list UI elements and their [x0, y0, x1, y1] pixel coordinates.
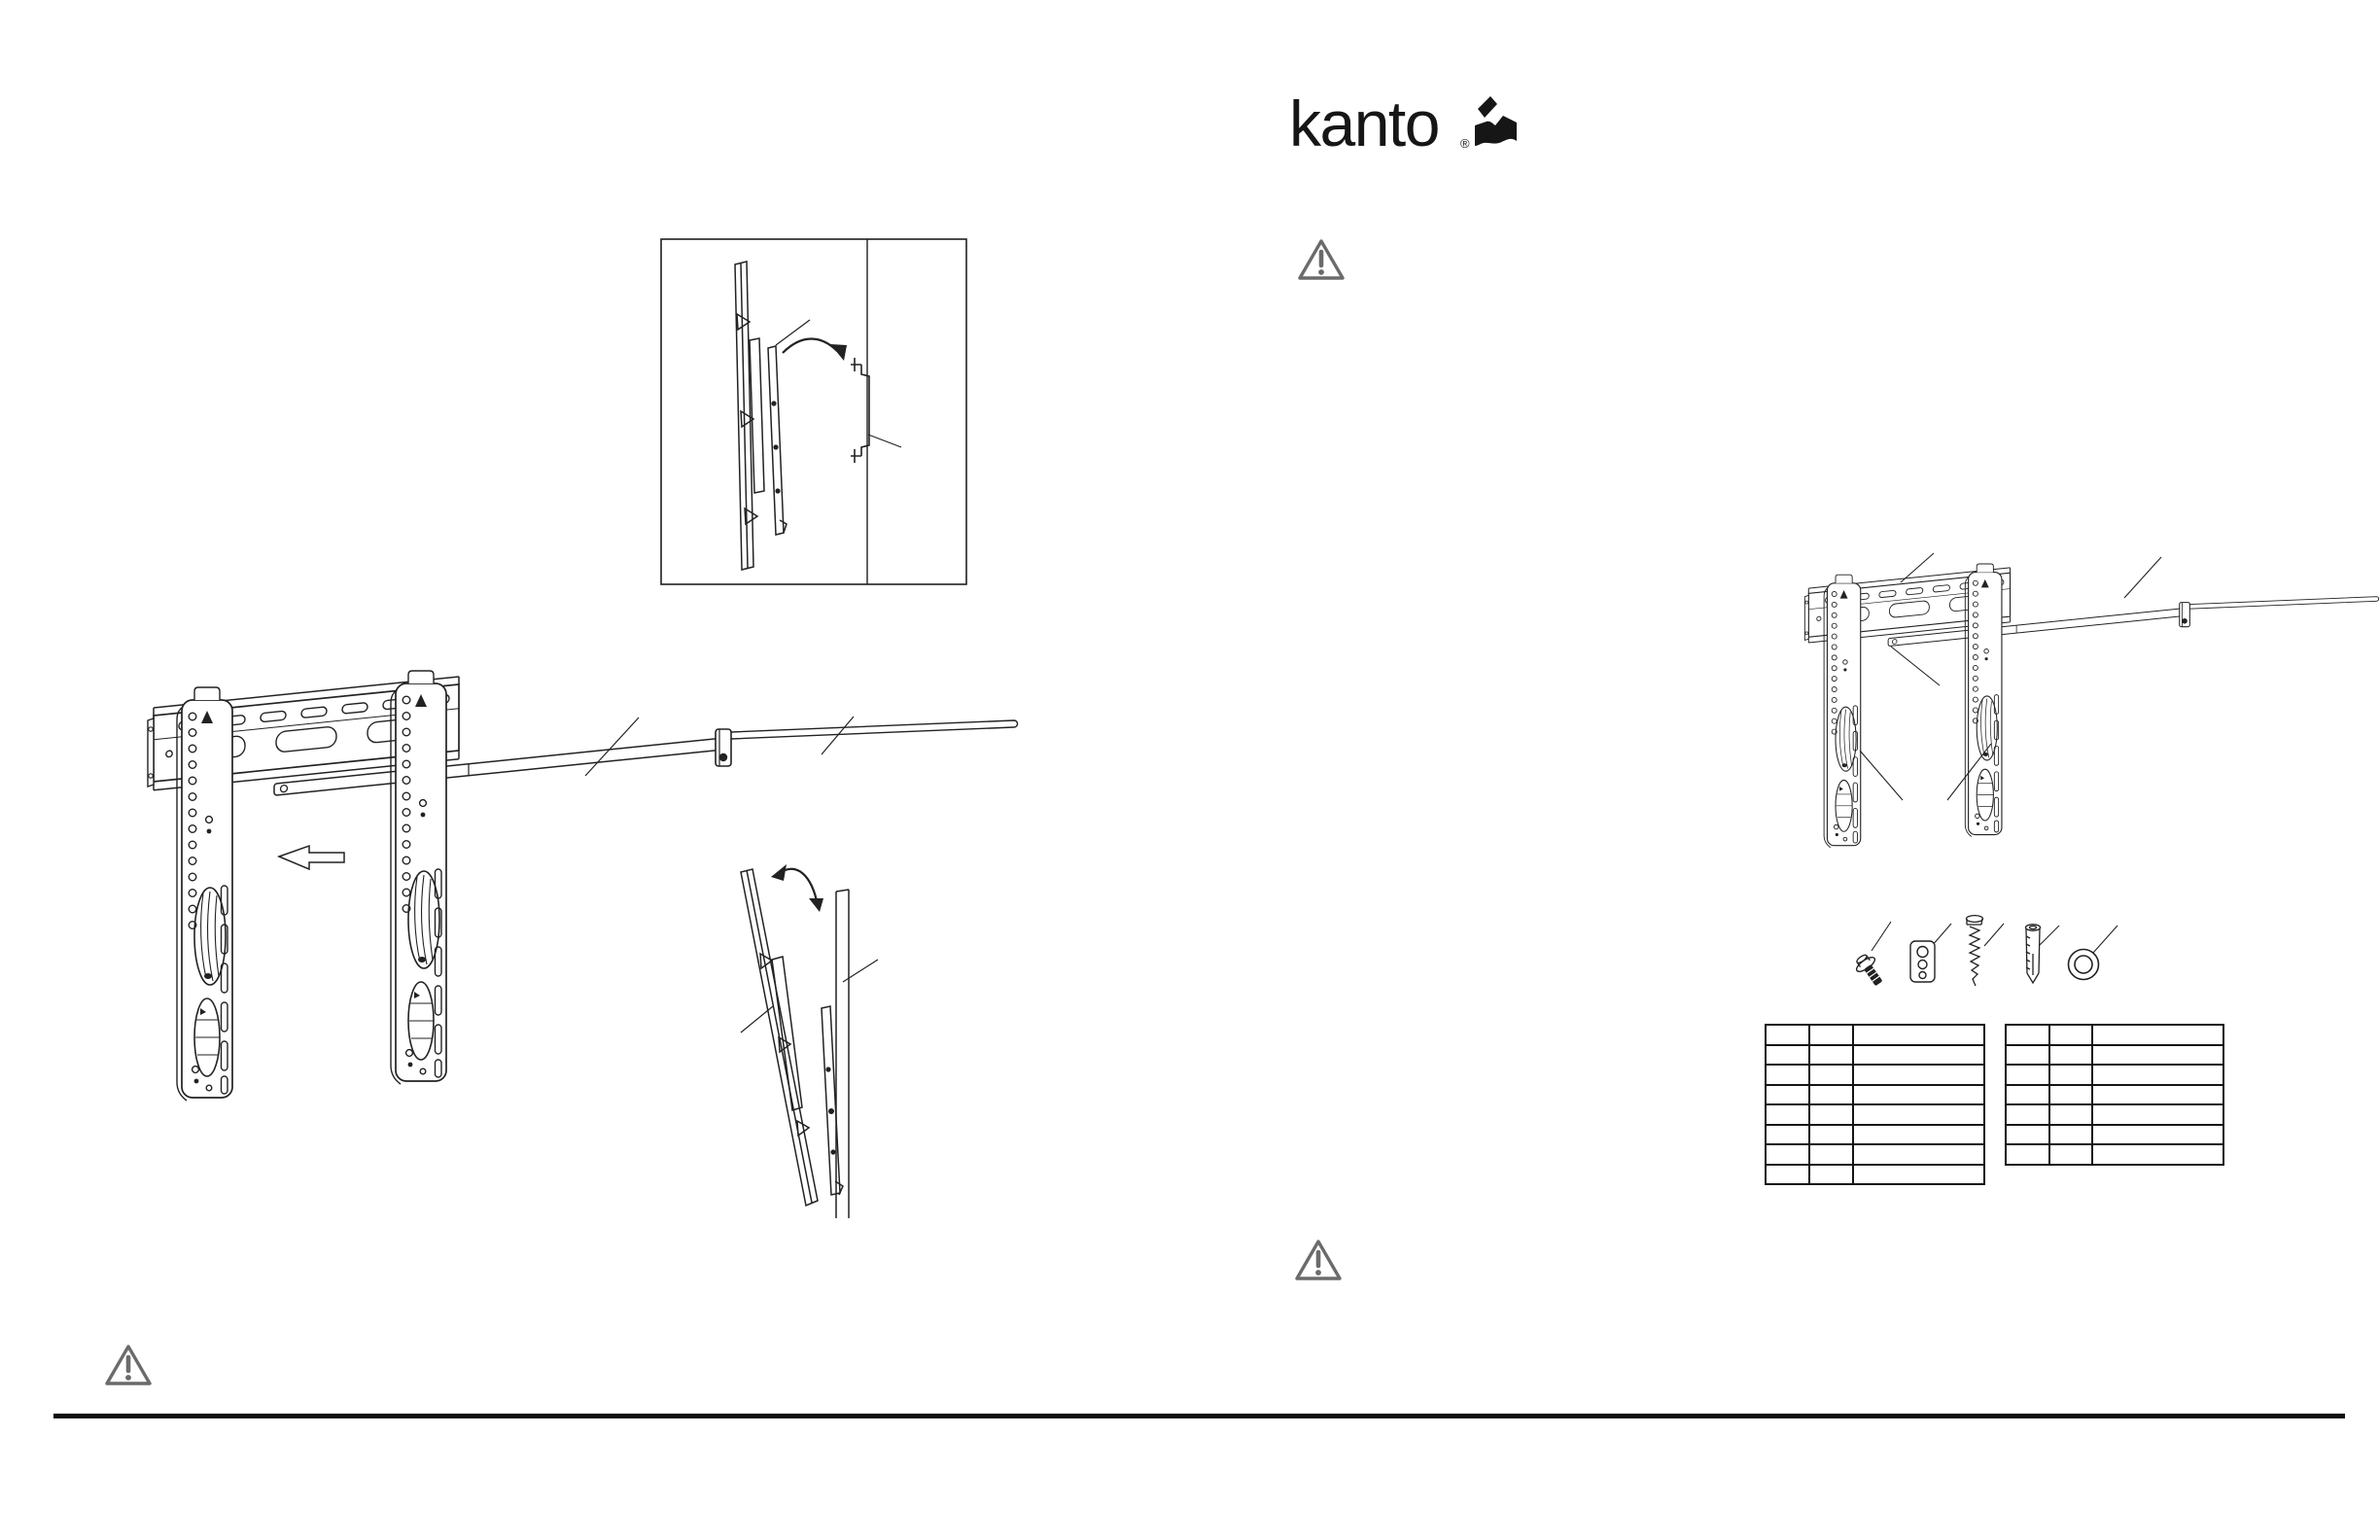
- table-row: [1766, 1025, 1984, 1045]
- table-row: [2006, 1025, 2223, 1045]
- kanto-flag-icon: [1474, 95, 1519, 148]
- table-cell: [2006, 1065, 2049, 1085]
- table-cell: [2049, 1025, 2092, 1045]
- table-cell: [2092, 1045, 2223, 1066]
- table-row: [2006, 1125, 2223, 1145]
- callout-lines: [1872, 922, 2118, 953]
- table-cell: [2049, 1045, 2092, 1066]
- lag-screw-icon: [1967, 916, 1983, 986]
- table-cell: [2092, 1085, 2223, 1105]
- kanto-logo: [1289, 89, 1532, 171]
- table-cell: [2006, 1125, 2049, 1145]
- table-cell: [2006, 1045, 2049, 1066]
- table-cell: [1809, 1085, 1853, 1105]
- table-cell: [1853, 1085, 1984, 1105]
- table-cell: [2049, 1065, 2092, 1085]
- hardware-icons-row: [1842, 909, 2183, 998]
- table-cell: [1809, 1065, 1853, 1085]
- tilted-tv: [741, 869, 843, 1206]
- table-row: [1766, 1065, 1984, 1085]
- warning-triangle-icon: [1296, 236, 1347, 283]
- parts-table-right: [2005, 1024, 2224, 1166]
- table-cell: [2092, 1025, 2223, 1045]
- footer-divider: [53, 1414, 2345, 1418]
- table-row: [1766, 1144, 1984, 1165]
- table-row: [1766, 1104, 1984, 1125]
- table-cell: [1766, 1165, 1809, 1185]
- flange-bolt-icon: [1852, 951, 1888, 990]
- table-cell: [1766, 1144, 1809, 1165]
- table-cell: [2092, 1144, 2223, 1165]
- table-cell: [2049, 1104, 2092, 1125]
- table-cell: [2092, 1125, 2223, 1145]
- table-cell: [1809, 1045, 1853, 1066]
- washer-icon: [2069, 950, 2099, 980]
- table-cell: [2049, 1125, 2092, 1145]
- table-cell: [1809, 1144, 1853, 1165]
- table-cell: [2092, 1104, 2223, 1125]
- tv-hang-side-view-diagram: [660, 238, 967, 585]
- table-cell: [2092, 1065, 2223, 1085]
- table-row: [2006, 1144, 2223, 1165]
- table-cell: [1766, 1025, 1809, 1045]
- table-cell: [2006, 1025, 2049, 1045]
- table-row: [1766, 1045, 1984, 1066]
- warning-triangle-icon: [1293, 1237, 1344, 1283]
- table-row: [1766, 1165, 1984, 1185]
- table-cell: [1853, 1165, 1984, 1185]
- table-cell: [1766, 1065, 1809, 1085]
- callout-line: [741, 1006, 773, 1032]
- spacer-plate-icon: [1910, 941, 1935, 982]
- table-cell: [1809, 1165, 1853, 1185]
- warning-triangle-icon: [103, 1342, 154, 1388]
- registered-mark: ®: [1460, 136, 1470, 151]
- table-cell: [2006, 1144, 2049, 1165]
- table-cell: [2049, 1144, 2092, 1165]
- parts-table-left: [1765, 1024, 1985, 1185]
- table-cell: [1853, 1065, 1984, 1085]
- wall-anchor-icon: [2026, 925, 2041, 983]
- table-row: [1766, 1085, 1984, 1105]
- table-cell: [1853, 1144, 1984, 1165]
- table-cell: [1853, 1125, 1984, 1145]
- table-cell: [1853, 1025, 1984, 1045]
- table-cell: [1766, 1125, 1809, 1145]
- table-cell: [2006, 1085, 2049, 1105]
- table-cell: [1766, 1104, 1809, 1125]
- slide-left-arrow: [279, 846, 344, 869]
- table-cell: [1809, 1104, 1853, 1125]
- table-cell: [1766, 1085, 1809, 1105]
- table-row: [2006, 1104, 2223, 1125]
- table-row: [2006, 1045, 2223, 1066]
- wall-plate-overview-diagram: [1803, 549, 2222, 860]
- table-cell: [1809, 1025, 1853, 1045]
- table-cell: [2049, 1085, 2092, 1105]
- table-cell: [1809, 1125, 1853, 1145]
- table-cell: [1853, 1104, 1984, 1125]
- table-row: [2006, 1085, 2223, 1105]
- table-row: [1766, 1125, 1984, 1145]
- table-cell: [1853, 1045, 1984, 1066]
- table-cell: [2006, 1104, 2049, 1125]
- table-cell: [1766, 1045, 1809, 1066]
- table-row: [2006, 1065, 2223, 1085]
- tv-tilt-side-view-diagram: [724, 860, 919, 1222]
- logo-wordmark: kanto: [1289, 88, 1439, 159]
